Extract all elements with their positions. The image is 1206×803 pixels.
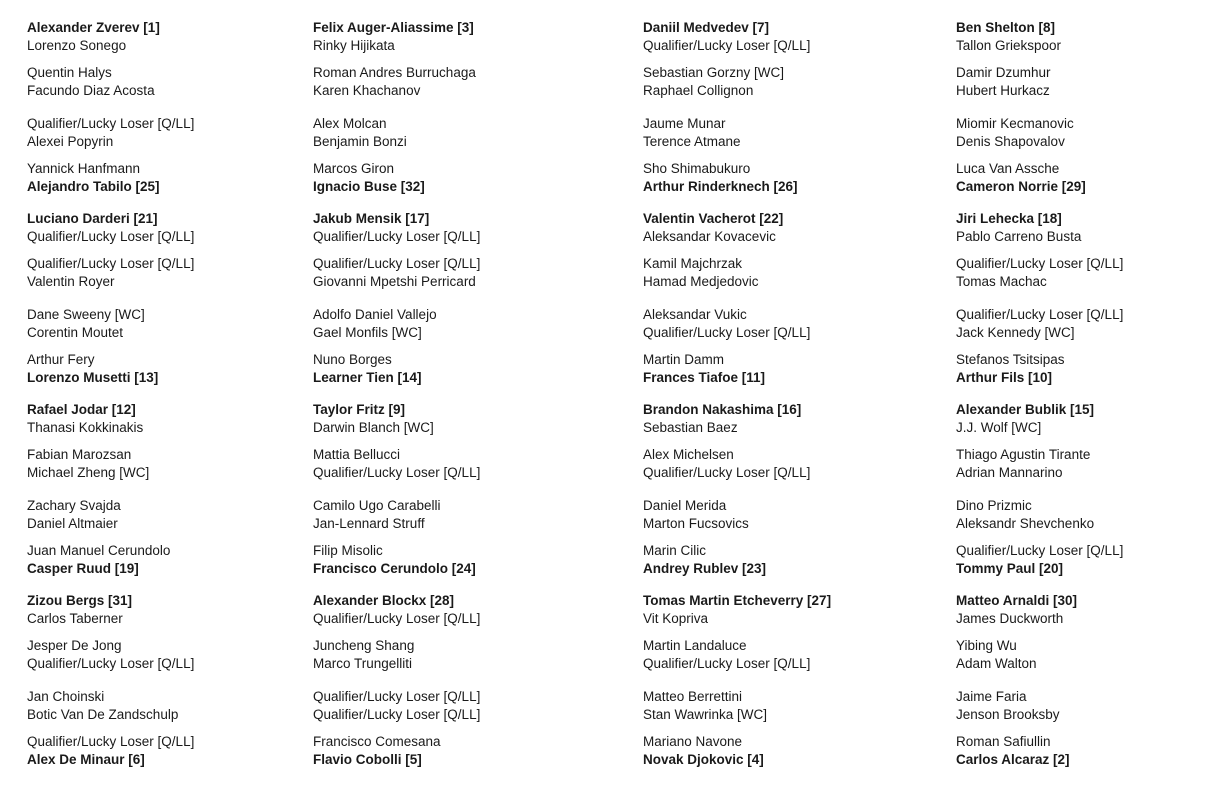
player-name: Qualifier/Lucky Loser [Q/LL] bbox=[313, 465, 481, 480]
player-name: Arthur Fery bbox=[27, 352, 95, 367]
player-name: Filip Misolic bbox=[313, 543, 383, 558]
player-name: Qualifier/Lucky Loser [Q/LL] bbox=[643, 465, 811, 480]
player-name: J.J. Wolf [WC] bbox=[956, 420, 1042, 435]
player-name: Qualifier/Lucky Loser [Q/LL] bbox=[313, 689, 481, 704]
seeded-player-name: Lorenzo Musetti [13] bbox=[27, 370, 159, 385]
seeded-player-name: Taylor Fritz [9] bbox=[313, 402, 406, 417]
player-name: Roman Andres Burruchaga bbox=[313, 65, 476, 80]
player-name: James Duckworth bbox=[956, 611, 1064, 626]
match bbox=[313, 351, 422, 387]
player-name: Darwin Blanch [WC] bbox=[313, 420, 434, 435]
player-name: Marcos Giron bbox=[313, 161, 395, 176]
match bbox=[27, 115, 194, 151]
match bbox=[27, 255, 194, 291]
player-name: Carlos Taberner bbox=[27, 611, 123, 626]
match bbox=[313, 497, 441, 533]
player-name: Qualifier/Lucky Loser [Q/LL] bbox=[27, 656, 195, 671]
match bbox=[313, 210, 480, 246]
seeded-player-name: Flavio Cobolli [5] bbox=[313, 752, 422, 767]
match bbox=[643, 542, 766, 578]
match bbox=[313, 115, 407, 151]
player-name: Tallon Griekspoor bbox=[956, 38, 1062, 53]
seeded-player-name: Novak Djokovic [4] bbox=[643, 752, 764, 767]
player-name: Quentin Halys bbox=[27, 65, 112, 80]
match bbox=[956, 592, 1077, 628]
player-name: Yibing Wu bbox=[956, 638, 1017, 653]
seeded-player-name: Luciano Darderi [21] bbox=[27, 211, 158, 226]
player-name: Luca Van Assche bbox=[956, 161, 1060, 176]
player-name: Michael Zheng [WC] bbox=[27, 465, 150, 480]
player-name: Valentin Royer bbox=[27, 274, 115, 289]
match bbox=[313, 688, 480, 724]
player-name: Jesper De Jong bbox=[27, 638, 122, 653]
seeded-player-name: Jakub Mensik [17] bbox=[313, 211, 430, 226]
match bbox=[313, 160, 425, 196]
player-name: Vit Kopriva bbox=[643, 611, 709, 626]
player-name: Aleksandar Vukic bbox=[643, 307, 747, 322]
player-name: Mattia Bellucci bbox=[313, 447, 401, 462]
match bbox=[313, 446, 480, 482]
player-name: Roman Safiullin bbox=[956, 734, 1051, 749]
seeded-player-name: Arthur Fils [10] bbox=[956, 370, 1053, 385]
player-name: Corentin Moutet bbox=[27, 325, 124, 340]
seeded-player-name: Zizou Bergs [31] bbox=[27, 593, 133, 608]
player-name: Aleksandar Kovacevic bbox=[643, 229, 776, 244]
match bbox=[956, 19, 1061, 55]
match bbox=[313, 733, 441, 769]
player-name: Qualifier/Lucky Loser [Q/LL] bbox=[313, 229, 481, 244]
player-name: Alex Michelsen bbox=[643, 447, 734, 462]
match bbox=[956, 688, 1060, 724]
match bbox=[27, 637, 194, 673]
player-name: Facundo Diaz Acosta bbox=[27, 83, 155, 98]
player-name: Qualifier/Lucky Loser [Q/LL] bbox=[956, 543, 1124, 558]
player-name: Thiago Agustin Tirante bbox=[956, 447, 1091, 462]
player-name: Francisco Comesana bbox=[313, 734, 441, 749]
match bbox=[27, 306, 145, 342]
player-name: Daniel Altmaier bbox=[27, 516, 118, 531]
seeded-player-name: Casper Ruud [19] bbox=[27, 561, 139, 576]
player-name: Qualifier/Lucky Loser [Q/LL] bbox=[643, 325, 811, 340]
player-name: Fabian Marozsan bbox=[27, 447, 132, 462]
player-name: Martin Damm bbox=[643, 352, 725, 367]
player-name: Terence Atmane bbox=[643, 134, 741, 149]
match bbox=[27, 542, 170, 578]
seeded-player-name: Ben Shelton [8] bbox=[956, 20, 1056, 35]
player-name: Giovanni Mpetshi Perricard bbox=[313, 274, 476, 289]
player-name: Jan-Lennard Struff bbox=[313, 516, 425, 531]
player-name: Qualifier/Lucky Loser [Q/LL] bbox=[27, 229, 195, 244]
player-name: Jaume Munar bbox=[643, 116, 726, 131]
match bbox=[956, 64, 1051, 100]
player-name: Qualifier/Lucky Loser [Q/LL] bbox=[27, 116, 195, 131]
player-name: Adam Walton bbox=[956, 656, 1037, 671]
seeded-player-name: Ignacio Buse [32] bbox=[313, 179, 425, 194]
player-name: Qualifier/Lucky Loser [Q/LL] bbox=[643, 38, 811, 53]
match bbox=[643, 255, 759, 291]
match bbox=[956, 733, 1070, 769]
match bbox=[643, 401, 801, 437]
player-name: Thanasi Kokkinakis bbox=[27, 420, 144, 435]
seeded-player-name: Learner Tien [14] bbox=[313, 370, 422, 385]
player-name: Camilo Ugo Carabelli bbox=[313, 498, 441, 513]
player-name: Jenson Brooksby bbox=[956, 707, 1060, 722]
player-name: Tomas Machac bbox=[956, 274, 1047, 289]
match bbox=[956, 351, 1065, 387]
match bbox=[956, 542, 1123, 578]
player-name: Gael Monfils [WC] bbox=[313, 325, 422, 340]
seeded-player-name: Tommy Paul [20] bbox=[956, 561, 1064, 576]
seeded-player-name: Alexander Blockx [28] bbox=[313, 593, 455, 608]
match bbox=[27, 210, 194, 246]
match bbox=[27, 64, 155, 100]
player-name: Juan Manuel Cerundolo bbox=[27, 543, 171, 558]
match bbox=[643, 637, 810, 673]
seeded-player-name: Brandon Nakashima [16] bbox=[643, 402, 802, 417]
match bbox=[956, 210, 1081, 246]
match bbox=[27, 160, 160, 196]
player-name: Sebastian Gorzny [WC] bbox=[643, 65, 785, 80]
player-name: Damir Dzumhur bbox=[956, 65, 1051, 80]
player-name: Denis Shapovalov bbox=[956, 134, 1065, 149]
match bbox=[27, 592, 132, 628]
player-name: Juncheng Shang bbox=[313, 638, 415, 653]
player-name: Rinky Hijikata bbox=[313, 38, 395, 53]
seeded-player-name: Alexander Zverev [1] bbox=[27, 20, 160, 35]
match bbox=[956, 497, 1094, 533]
match bbox=[313, 401, 434, 437]
player-name: Botic Van De Zandschulp bbox=[27, 707, 179, 722]
match bbox=[956, 255, 1123, 291]
player-name: Zachary Svajda bbox=[27, 498, 121, 513]
seeded-player-name: Alexander Bublik [15] bbox=[956, 402, 1095, 417]
match bbox=[313, 64, 476, 100]
match bbox=[956, 160, 1086, 196]
match bbox=[27, 688, 178, 724]
player-name: Alex Molcan bbox=[313, 116, 387, 131]
seeded-player-name: Francisco Cerundolo [24] bbox=[313, 561, 476, 576]
player-name: Jan Choinski bbox=[27, 689, 105, 704]
player-name: Qualifier/Lucky Loser [Q/LL] bbox=[27, 256, 195, 271]
player-name: Yannick Hanfmann bbox=[27, 161, 141, 176]
player-name: Adolfo Daniel Vallejo bbox=[313, 307, 437, 322]
seeded-player-name: Matteo Arnaldi [30] bbox=[956, 593, 1078, 608]
player-name: Stefanos Tsitsipas bbox=[956, 352, 1065, 367]
player-name: Marin Cilic bbox=[643, 543, 707, 558]
match bbox=[313, 592, 480, 628]
seeded-player-name: Alex De Minaur [6] bbox=[27, 752, 145, 767]
player-name: Benjamin Bonzi bbox=[313, 134, 407, 149]
match bbox=[956, 446, 1090, 482]
match bbox=[643, 446, 810, 482]
match bbox=[313, 19, 474, 55]
player-name: Karen Khachanov bbox=[313, 83, 421, 98]
seeded-player-name: Felix Auger-Aliassime [3] bbox=[313, 20, 474, 35]
seeded-player-name: Cameron Norrie [29] bbox=[956, 179, 1086, 194]
player-name: Qualifier/Lucky Loser [Q/LL] bbox=[643, 656, 811, 671]
seeded-player-name: Rafael Jodar [12] bbox=[27, 402, 136, 417]
player-name: Hamad Medjedovic bbox=[643, 274, 759, 289]
player-name: Marton Fucsovics bbox=[643, 516, 749, 531]
seeded-player-name: Carlos Alcaraz [2] bbox=[956, 752, 1070, 767]
match bbox=[27, 497, 121, 533]
seeded-player-name: Tomas Martin Etcheverry [27] bbox=[643, 593, 832, 608]
match bbox=[643, 592, 831, 628]
match bbox=[643, 210, 783, 246]
player-name: Martin Landaluce bbox=[643, 638, 747, 653]
match bbox=[643, 497, 749, 533]
player-name: Jaime Faria bbox=[956, 689, 1027, 704]
match bbox=[956, 115, 1074, 151]
player-name: Qualifier/Lucky Loser [Q/LL] bbox=[27, 734, 195, 749]
player-name: Lorenzo Sonego bbox=[27, 38, 127, 53]
player-name: Qualifier/Lucky Loser [Q/LL] bbox=[313, 707, 481, 722]
seeded-player-name: Frances Tiafoe [11] bbox=[643, 370, 766, 385]
match bbox=[313, 637, 414, 673]
match bbox=[643, 115, 741, 151]
player-name: Sho Shimabukuro bbox=[643, 161, 751, 176]
player-name: Jack Kennedy [WC] bbox=[956, 325, 1075, 340]
player-name: Pablo Carreno Busta bbox=[956, 229, 1082, 244]
player-name: Qualifier/Lucky Loser [Q/LL] bbox=[313, 611, 481, 626]
player-name: Nuno Borges bbox=[313, 352, 392, 367]
seeded-player-name: Andrey Rublev [23] bbox=[643, 561, 767, 576]
player-name: Qualifier/Lucky Loser [Q/LL] bbox=[956, 256, 1124, 271]
player-name: Miomir Kecmanovic bbox=[956, 116, 1074, 131]
match bbox=[27, 446, 149, 482]
player-name: Sebastian Baez bbox=[643, 420, 738, 435]
match bbox=[27, 19, 160, 55]
match bbox=[643, 160, 798, 196]
match bbox=[643, 688, 767, 724]
match bbox=[27, 733, 194, 769]
player-name: Mariano Navone bbox=[643, 734, 743, 749]
seeded-player-name: Alejandro Tabilo [25] bbox=[27, 179, 160, 194]
player-name: Dane Sweeny [WC] bbox=[27, 307, 145, 322]
match bbox=[643, 351, 765, 387]
match bbox=[956, 637, 1037, 673]
match bbox=[956, 306, 1123, 342]
player-name: Matteo Berrettini bbox=[643, 689, 743, 704]
player-name: Qualifier/Lucky Loser [Q/LL] bbox=[956, 307, 1124, 322]
match bbox=[643, 19, 810, 55]
player-name: Aleksandr Shevchenko bbox=[956, 516, 1095, 531]
player-name: Marco Trungelliti bbox=[313, 656, 413, 671]
player-name: Dino Prizmic bbox=[956, 498, 1032, 513]
seeded-player-name: Jiri Lehecka [18] bbox=[956, 211, 1062, 226]
player-name: Stan Wawrinka [WC] bbox=[643, 707, 768, 722]
seeded-player-name: Valentin Vacherot [22] bbox=[643, 211, 784, 226]
match bbox=[313, 255, 480, 291]
match bbox=[643, 64, 784, 100]
match bbox=[27, 401, 143, 437]
player-name: Kamil Majchrzak bbox=[643, 256, 743, 271]
player-name: Hubert Hurkacz bbox=[956, 83, 1050, 98]
player-name: Daniel Merida bbox=[643, 498, 727, 513]
seeded-player-name: Daniil Medvedev [7] bbox=[643, 20, 770, 35]
player-name: Alexei Popyrin bbox=[27, 134, 114, 149]
player-name: Adrian Mannarino bbox=[956, 465, 1063, 480]
match bbox=[643, 733, 764, 769]
player-name: Raphael Collignon bbox=[643, 83, 754, 98]
match bbox=[27, 351, 158, 387]
seeded-player-name: Arthur Rinderknech [26] bbox=[643, 179, 798, 194]
player-name: Qualifier/Lucky Loser [Q/LL] bbox=[313, 256, 481, 271]
match bbox=[956, 401, 1094, 437]
match bbox=[313, 542, 476, 578]
match bbox=[313, 306, 437, 342]
match bbox=[643, 306, 810, 342]
